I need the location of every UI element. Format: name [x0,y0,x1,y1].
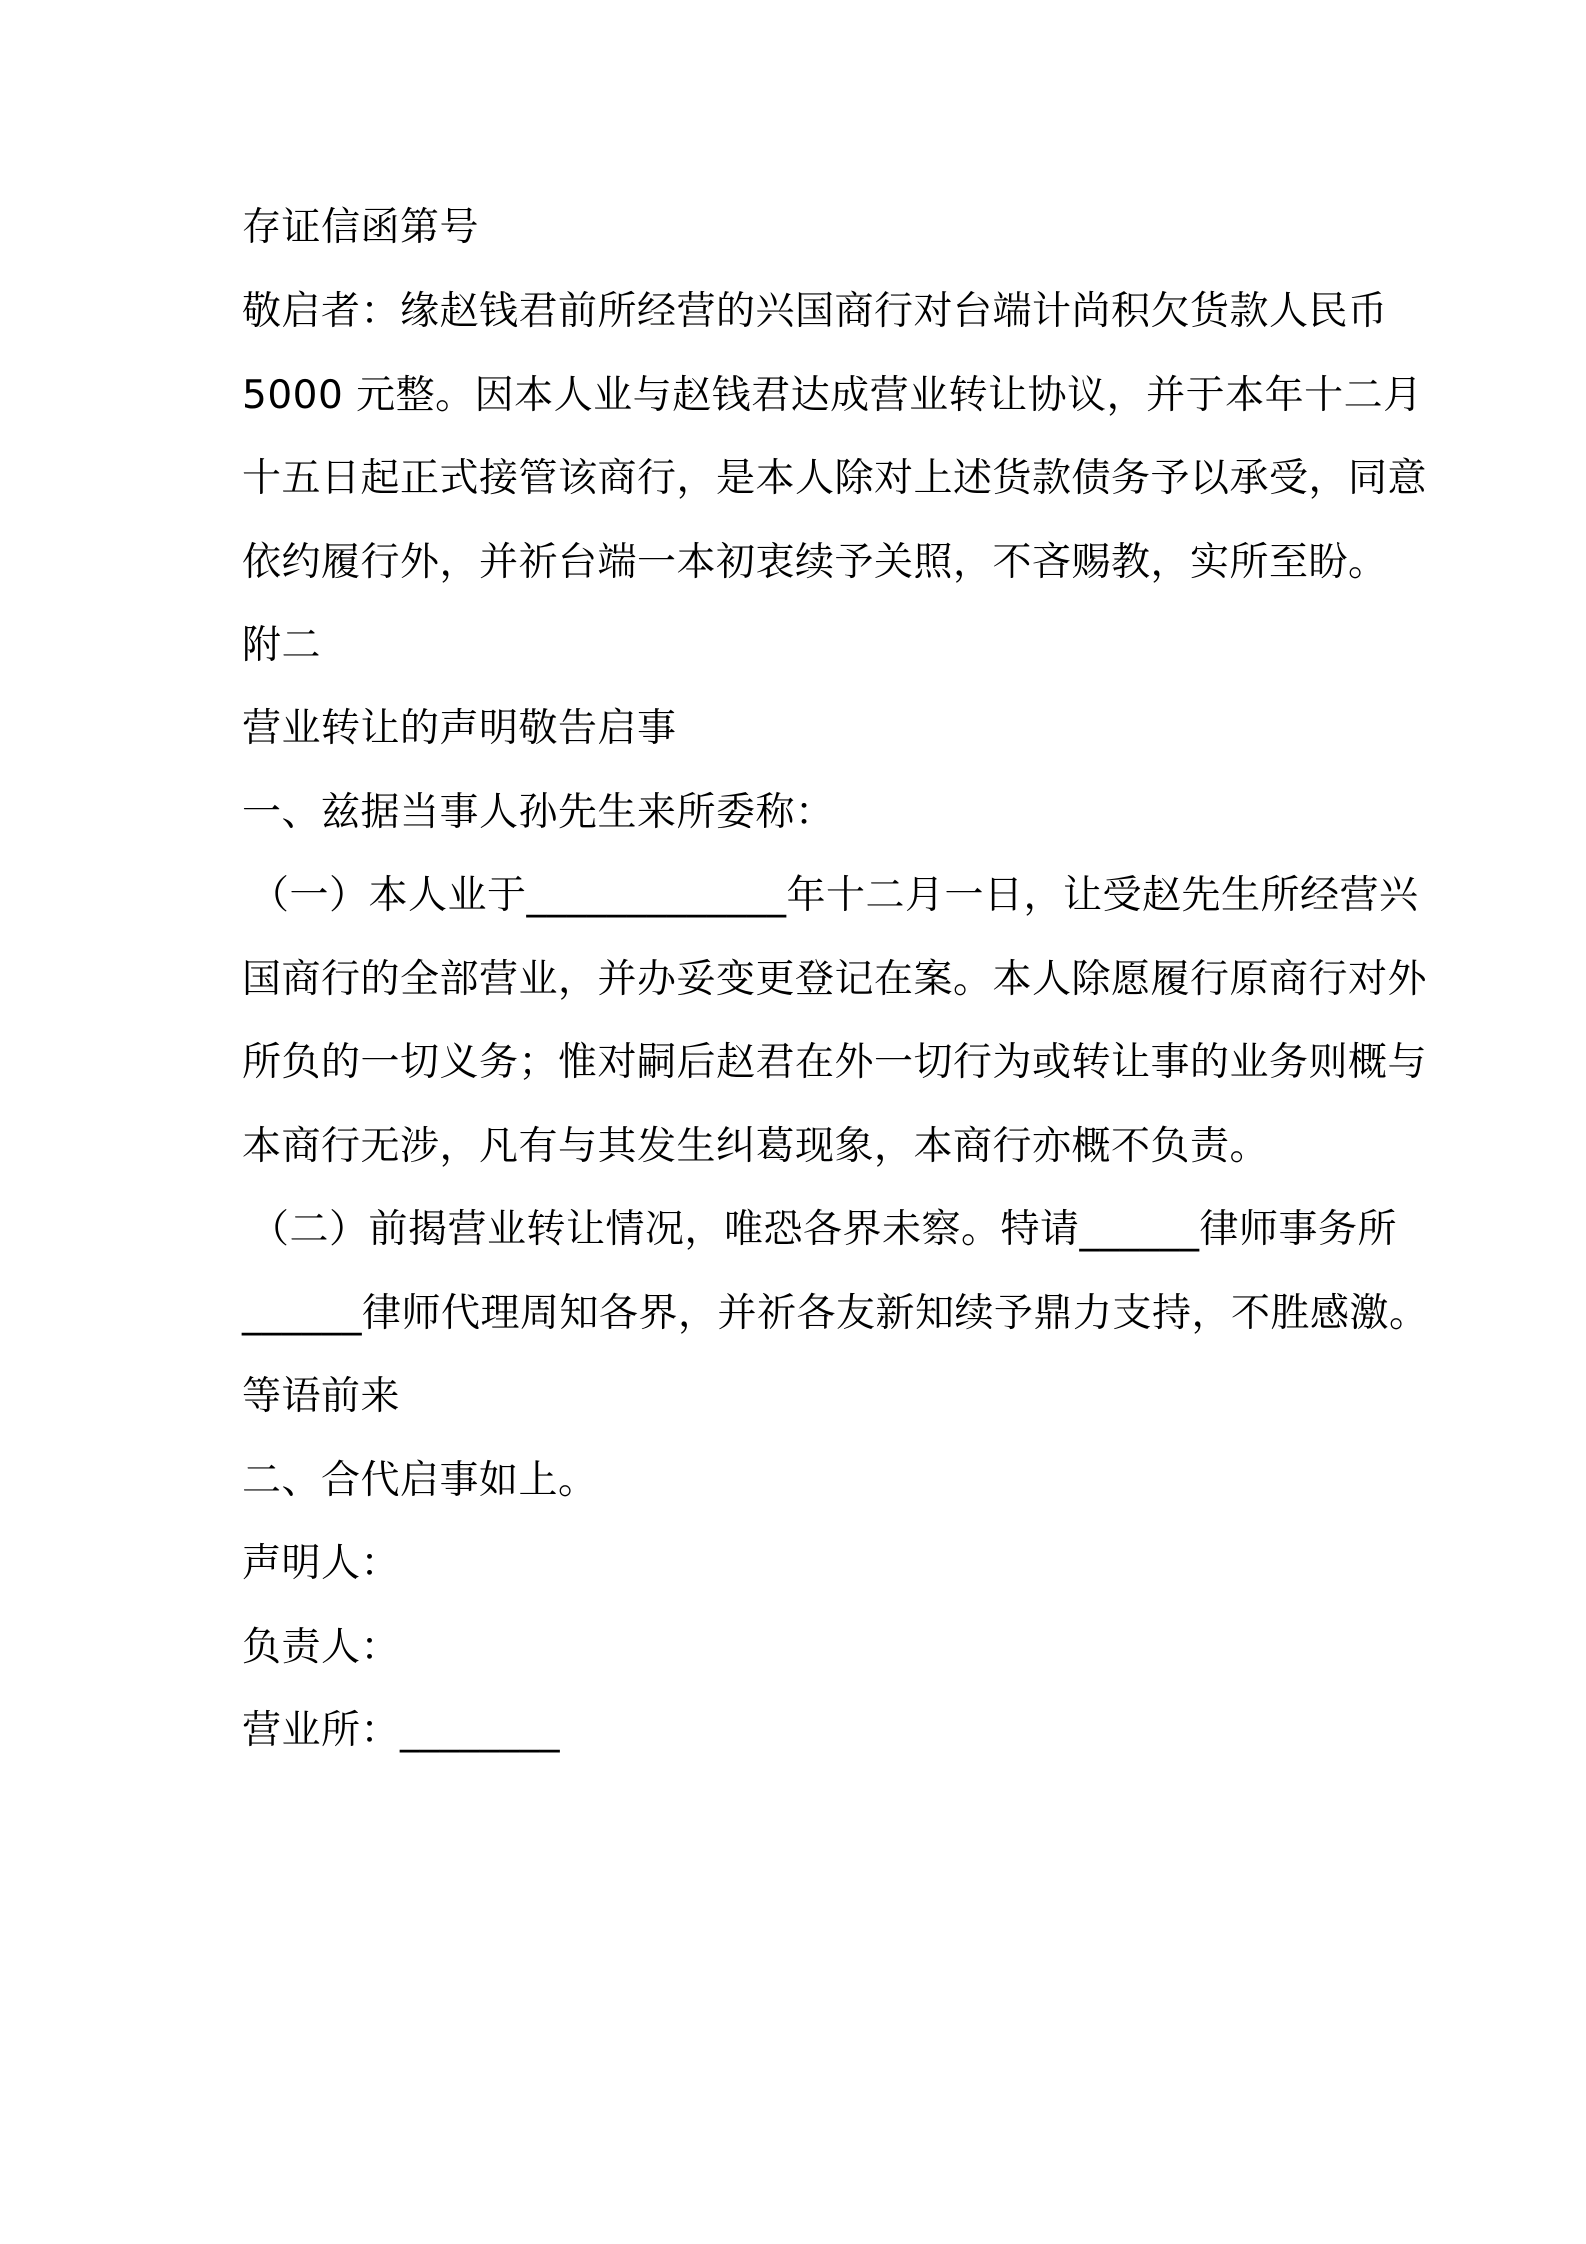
body-text-line: 依约履行外，并祈台端一本初衷续予关照，不吝赐教，实所至盼。 [242,540,1388,585]
section-heading: 二、合代启事如上。 [242,1458,598,1503]
business-office-field: 营业所：________ [242,1708,561,1753]
responsible-person-field: 负责人： [242,1625,401,1670]
letter-number-line: 存证信函第号 [242,205,480,250]
body-text-line: 5000 元整。因本人业与赵钱君达成营业转让协议，并于本年十二月 [242,373,1423,418]
body-text-line: 等语前来 [242,1374,401,1419]
clause-line: （二）前揭营业转让情况，唯恐各界未察。特请______律师事务所 [250,1207,1398,1252]
body-text-line: 国商行的全部营业，并办妥变更登记在案。本人除愿履行原商行对外 [242,957,1428,1002]
body-text-line: 敬启者：缘赵钱君前所经营的兴国商行对台端计尚积欠货款人民币 [242,289,1388,334]
body-text-line: 十五日起正式接管该商行，是本人除对上述货款债务予以承受，同意 [242,456,1428,501]
clause-line: （一）本人业于_____________年十二月一日，让受赵先生所经营兴 [250,873,1419,918]
declarant-field: 声明人： [242,1541,401,1586]
body-text-line: 本商行无涉，凡有与其发生纠葛现象，本商行亦概不负责。 [242,1124,1270,1169]
notice-title: 营业转让的声明敬告启事 [242,706,677,751]
body-text-line: ______律师代理周知各界，并祈各友新知续予鼎力支持，不胜感激。 [242,1291,1429,1336]
body-text-line: 所负的一切义务；惟对嗣后赵君在外一切行为或转让事的业务则概与 [242,1040,1428,1085]
appendix-heading: 附二 [242,623,322,668]
section-heading: 一、兹据当事人孙先生来所委称： [242,790,835,835]
